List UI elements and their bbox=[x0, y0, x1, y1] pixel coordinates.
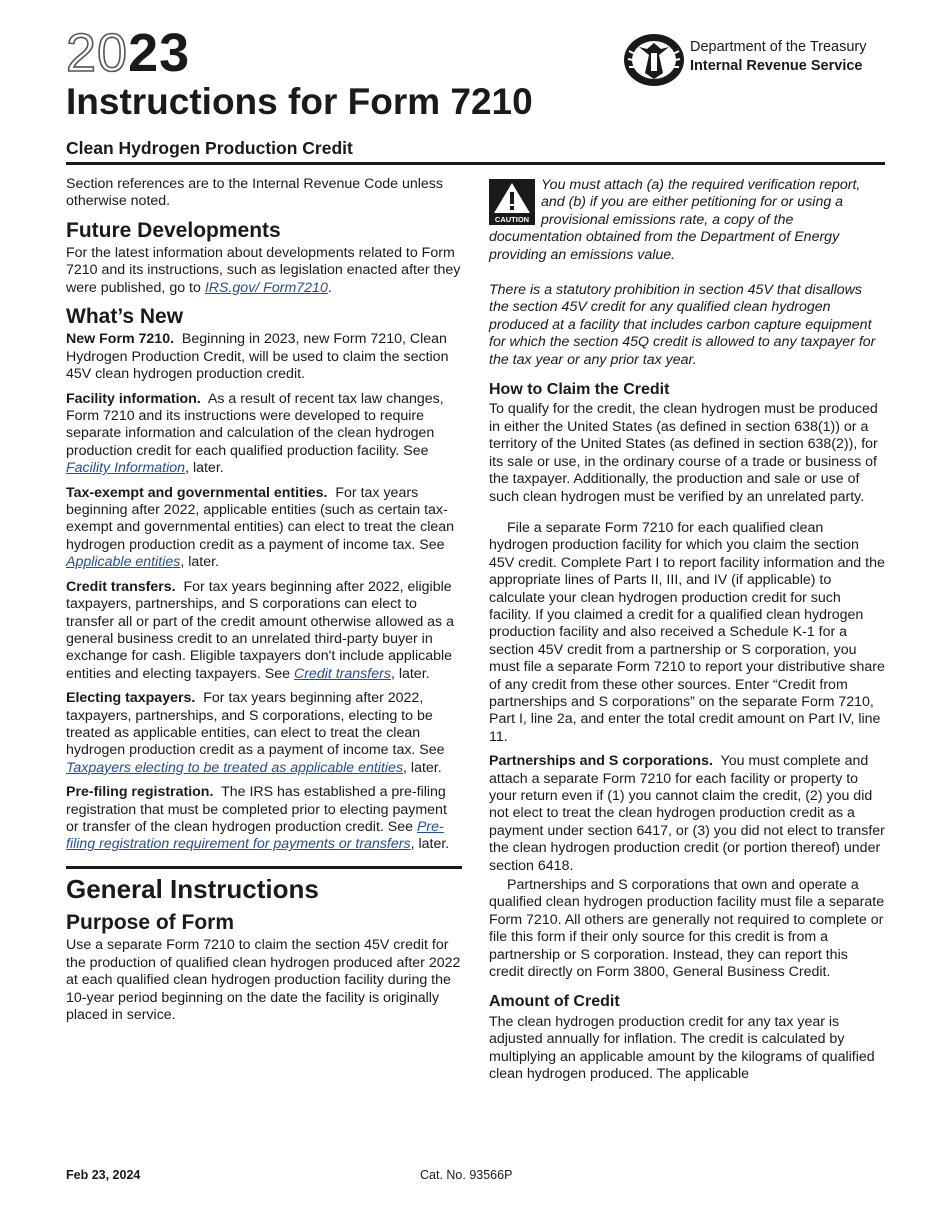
future-developments-heading: Future Developments bbox=[66, 218, 281, 242]
right-column bbox=[489, 176, 885, 1091]
page-title: Instructions for Form 7210 bbox=[66, 81, 533, 122]
facility-information-link[interactable]: Facility Information bbox=[66, 460, 186, 477]
run-in-heading: Facility information. bbox=[66, 390, 201, 407]
run-in-heading: Electing taxpayers. bbox=[66, 690, 196, 707]
irs-eagle-logo-icon bbox=[623, 33, 685, 92]
agency-department: Department of the Treasury bbox=[690, 39, 867, 55]
tax-exempt-paragraph: Tax-exempt and governmental entities. For tax years beginning after 2022, applicable entities (such as certain tax-exempt and governmental entities) can elect to treat the clean hydrogen production credit as a payment of income tax. See Applicable entities, later. bbox=[66, 484, 455, 571]
run-in-heading: Credit transfers. bbox=[66, 578, 176, 595]
section-divider bbox=[66, 866, 462, 869]
agency-block bbox=[690, 38, 867, 76]
electing-taxpayers-link[interactable]: Taxpayers electing to be treated as applicable entities bbox=[66, 759, 404, 776]
purpose-of-form-text: Use a separate Form 7210 to claim the section 45V credit for the production of qualified clean hydrogen produced after 2022 at each qualified clean hydrogen production facility during the 10-year period beginning on the date the facility is originally placed in service. bbox=[66, 937, 461, 1024]
credit-transfers-link[interactable]: Credit transfers bbox=[293, 665, 391, 682]
run-in-heading: Tax-exempt and governmental entities. bbox=[66, 484, 328, 501]
caution-icon bbox=[489, 179, 535, 225]
run-in-heading: Pre-filing registration. bbox=[66, 784, 214, 801]
header-divider bbox=[66, 162, 885, 165]
electing-taxpayers-paragraph: Electing taxpayers. For tax years beginning after 2022, taxpayers, partnerships, and S corporations, electing to be treated as applicable entities, can elect to treat the clean hydrogen production credit as a payment of income tax. See Taxpayers electing to be treated as applicable entities, later. bbox=[66, 690, 445, 776]
footer-date: Feb 23, 2024 bbox=[66, 1168, 141, 1182]
intro-text: Section references are to the Internal Revenue Code unless otherwise noted. bbox=[66, 176, 443, 210]
statutory-prohibition-text: There is a statutory prohibition in section 45V that disallows the section 45V credit for any qualified clean hydrogen produced at a facility that includes carbon capture equipment for which the section 45Q credit is allowed to any taxpayer for the tax year or any prior tax year. bbox=[489, 282, 876, 368]
amount-of-credit-heading: Amount of Credit bbox=[489, 993, 620, 1011]
pre-filing-registration-link[interactable]: Pre-filing registration requirement for payments or transfers bbox=[66, 818, 444, 853]
amount-of-credit-text: The clean hydrogen production credit for any tax year is adjusted annually for inflation. The credit is calculated by multiplying an applicable amount by the kilograms of qualified clean hydrogen produced. The applicable bbox=[489, 1013, 875, 1083]
new-form-paragraph: New Form 7210. Beginning in 2023, new Form 7210, Clean Hydrogen Production Credit, will be used to claim the section 45V clean hydrogen production credit. bbox=[66, 331, 449, 383]
purpose-of-form-heading: Purpose of Form bbox=[66, 911, 235, 935]
general-instructions-heading: General Instructions bbox=[66, 873, 319, 904]
how-to-claim-heading: How to Claim the Credit bbox=[489, 381, 670, 399]
caution-box bbox=[489, 176, 885, 264]
pre-filing-paragraph: Pre-filing registration. The IRS has established a pre-filing registration that must be completed prior to electing payment or transfer of the clean hydrogen production credit. See Pre-filing registration requirement for payments or transfers, later. bbox=[66, 784, 450, 853]
how-to-claim-text: To qualify for the credit, the clean hydrogen must be produced in either the United States (as defined in section 638(1)) or a territory of the United States (as defined in section 638(2)), for its sale or use, in the ordinary course of a trade or business of the taxpayer. Additionally, the production and sale or use of such clean hydrogen must be verified by an unrelated party. bbox=[489, 401, 878, 505]
run-in-heading: Partnerships and S corporations. bbox=[489, 753, 713, 770]
left-column bbox=[66, 176, 462, 1032]
future-developments-text: For the latest information about developments related to Form 7210 and its instructions, such as legislation enacted after they were published, go to IRS.gov/ Form7210. bbox=[66, 245, 461, 296]
caution-label: CAUTION bbox=[494, 215, 530, 224]
year-outline: 20 bbox=[66, 23, 129, 83]
year-solid: 23 bbox=[128, 23, 191, 83]
applicable-entities-link[interactable]: Applicable entities bbox=[66, 554, 181, 571]
partnerships-paragraph-2: Partnerships and S corporations that own and operate a qualified clean hydrogen production facility must file a separate Form 7210. All others are generally not required to complete or file this form if their only source for this credit is from a partnership or S corporation. Instead, they can report this credit directly on Form 3800, General Business Credit. bbox=[489, 877, 885, 981]
page-subtitle: Clean Hydrogen Production Credit bbox=[66, 138, 353, 158]
credit-transfers-paragraph: Credit transfers. For tax years beginning after 2022, eligible taxpayers, partnerships, and S corporations can elect to transfer all or part of the credit amount otherwise allowed as a general business credit to an unrelated third-party buyer in exchange for cash. Eligible taxpayers don't include applicable entities and electing taxpayers. See Credit transfers, later. bbox=[66, 578, 454, 682]
irs-gov-form7210-link[interactable]: IRS.gov/ Form7210 bbox=[204, 279, 328, 296]
run-in-heading: New Form 7210. bbox=[66, 331, 175, 348]
facility-paragraph: Facility information. As a result of recent tax law changes, Form 7210 and its instructions were developed to require separate information and calculation of the clean hydrogen production credit for each qualified production facility. See Facility Information, later. bbox=[66, 390, 444, 477]
file-separate-form-text: File a separate Form 7210 for each qualified clean hydrogen production facility for which you claim the section 45V credit. Complete Part I to report facility information and the appropriate lines of Parts II, III, and IV (if applicable) to calculate your clean hydrogen production credit for such facility. If you claimed a credit for a qualified clean hydrogen production facility and also received a Schedule K-1 for a section 45V credit from a partnership or S corporation, you must file a separate Form 7210 to report your distributive share of any credit from these other sources. Enter “Credit from partnerships and S corporations” on the separate Form 7210, Part I, line 2a, and enter the total credit amount on Part IV, line 11. bbox=[489, 519, 885, 745]
agency-irs: Internal Revenue Service bbox=[690, 58, 863, 74]
caution-text: You must attach (a) the required verification report, and (b) if you are either petitioning for or using a provisional emissions rate, a copy of the documentation obtained from the Department of Energy providing an emissions value. bbox=[489, 177, 861, 263]
footer-catalog-number: Cat. No. 93566P bbox=[420, 1168, 513, 1182]
year-label bbox=[66, 23, 191, 83]
partnerships-paragraph: Partnerships and S corporations. You must complete and attach a separate Form 7210 for each facility or property to your return even if (1) you cannot claim the credit, (2) you did not elect to treat the clean hydrogen production credit as a payment under section 6417, or (3) you did not elect to transfer the clean hydrogen production credit (or portion thereof) under section 6418. bbox=[489, 753, 885, 874]
whats-new-heading: What’s New bbox=[66, 305, 184, 329]
